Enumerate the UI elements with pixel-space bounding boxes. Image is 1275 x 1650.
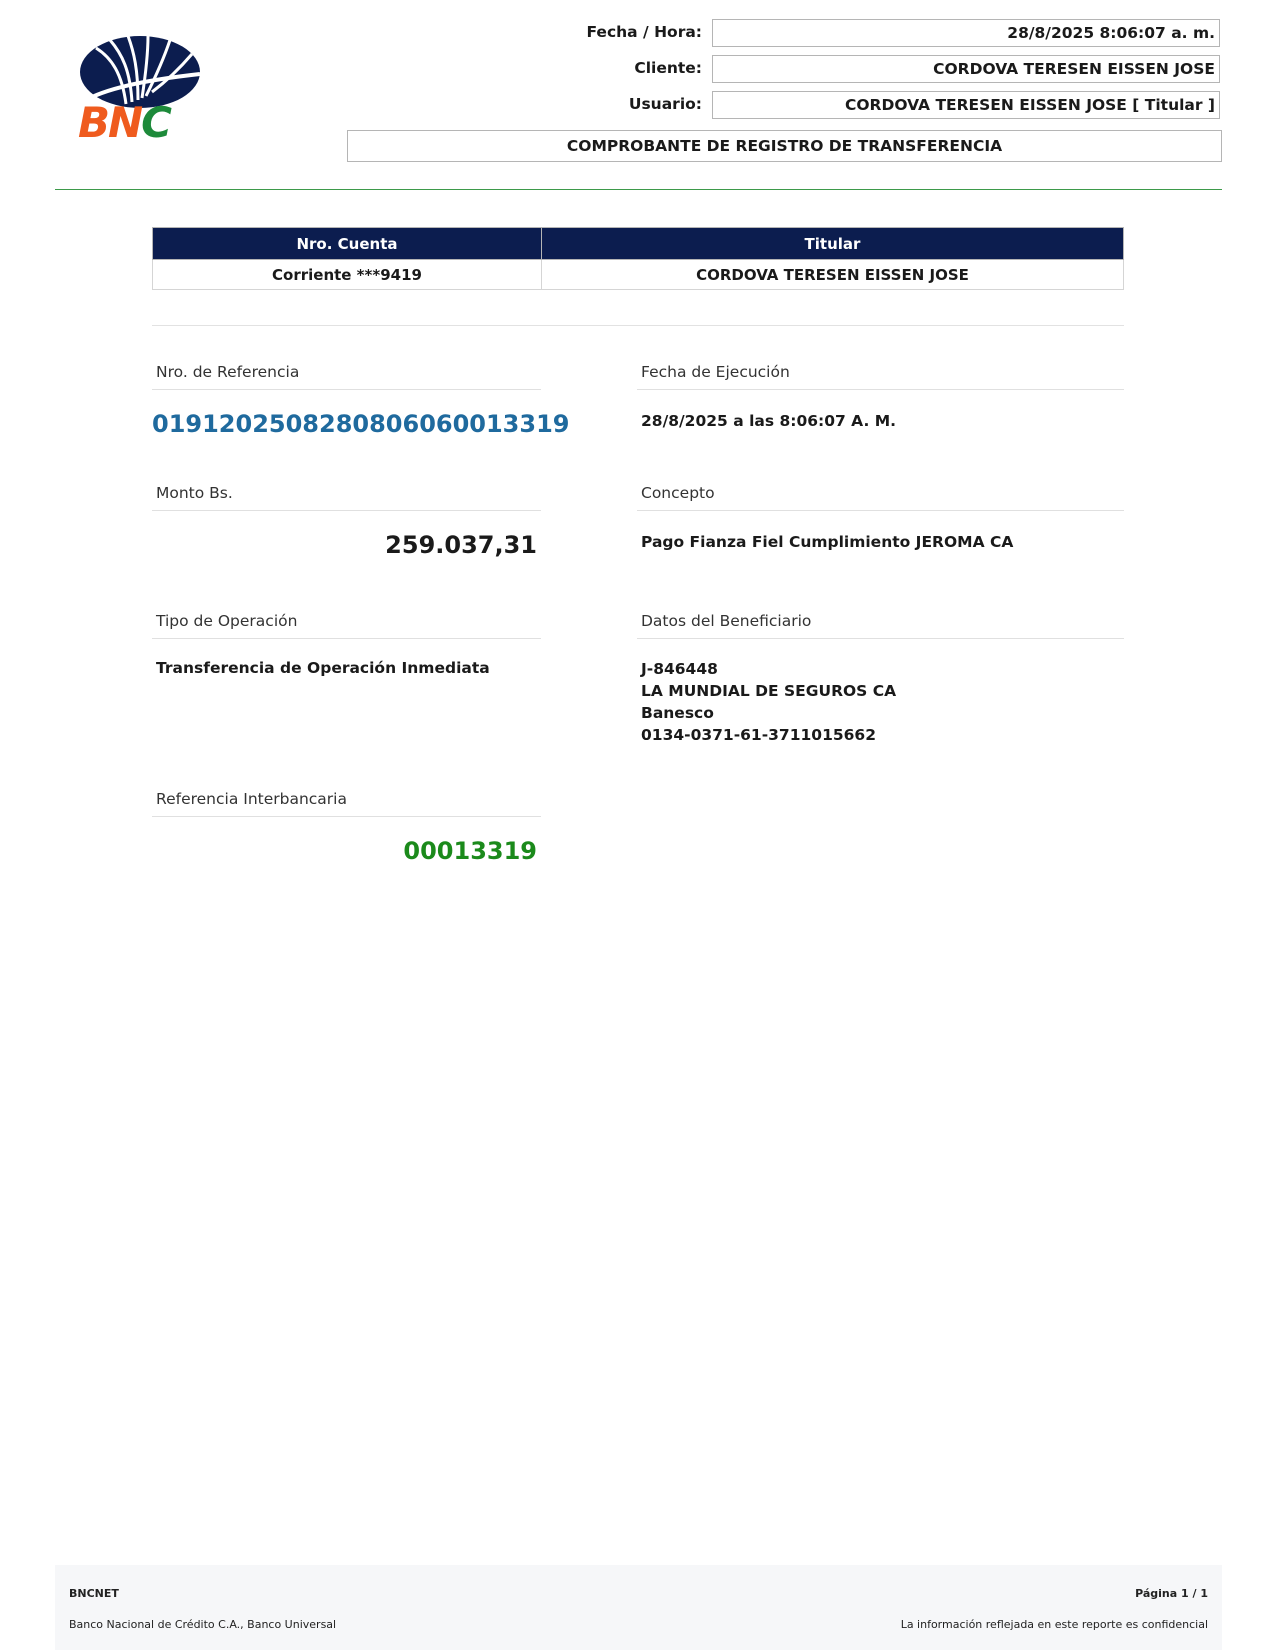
document-title: COMPROBANTE DE REGISTRO DE TRANSFERENCIA	[347, 130, 1222, 162]
account-table	[152, 227, 1124, 290]
concept-field	[637, 482, 1124, 551]
logo-wordmark: BNC	[78, 98, 170, 147]
holder-cell: CORDOVA TERESEN EISSEN JOSE	[542, 260, 1124, 290]
interbank-reference-value: 00013319	[403, 837, 537, 865]
header-user-row	[340, 91, 1222, 121]
amount-label: Monto Bs.	[152, 482, 541, 511]
beneficiary-data	[637, 658, 1124, 746]
operation-type-label: Tipo de Operación	[152, 610, 541, 639]
bnc-logo	[76, 30, 201, 152]
footer-page-number: Página 1 / 1	[1135, 1587, 1208, 1600]
execution-date-label: Fecha de Ejecución	[637, 361, 1124, 390]
footer-bank-name: Banco Nacional de Crédito C.A., Banco Universal	[69, 1618, 337, 1631]
section-divider	[152, 325, 1124, 326]
beneficiary-bank: Banesco	[641, 704, 714, 722]
col-account-header: Nro. Cuenta	[153, 228, 542, 260]
concept-label: Concepto	[637, 482, 1124, 511]
header-client-row	[340, 55, 1222, 85]
beneficiary-account: 0134-0371-61-3711015662	[641, 726, 876, 744]
interbank-reference-label: Referencia Interbancaria	[152, 788, 541, 817]
execution-date-value: 28/8/2025 a las 8:06:07 A. M.	[641, 412, 897, 430]
account-cell: Corriente ***9419	[153, 260, 542, 290]
header-divider	[55, 189, 1222, 190]
beneficiary-name: LA MUNDIAL DE SEGUROS CA	[641, 682, 897, 700]
client-label: Cliente:	[634, 59, 702, 77]
header-date-row	[340, 19, 1222, 49]
account-table-header	[153, 228, 1124, 260]
table-row	[153, 260, 1124, 290]
date-value: 28/8/2025 8:06:07 a. m.	[712, 19, 1220, 47]
date-label: Fecha / Hora:	[586, 23, 702, 41]
user-value: CORDOVA TERESEN EISSEN JOSE [ Titular ]	[712, 91, 1220, 119]
page-footer	[55, 1565, 1222, 1650]
execution-date-field	[637, 361, 1124, 430]
beneficiary-label: Datos del Beneficiario	[637, 610, 1124, 639]
concept-value: Pago Fianza Fiel Cumplimiento JEROMA CA	[641, 533, 1014, 551]
operation-type-value: Transferencia de Operación Inmediata	[156, 659, 490, 677]
operation-type-field	[152, 610, 541, 677]
beneficiary-id: J-846448	[641, 660, 718, 678]
amount-value: 259.037,31	[385, 531, 537, 559]
user-label: Usuario:	[628, 95, 702, 113]
reference-field	[152, 361, 570, 438]
client-value: CORDOVA TERESEN EISSEN JOSE	[712, 55, 1220, 83]
col-holder-header: Titular	[542, 228, 1124, 260]
beneficiary-field	[637, 610, 1124, 746]
footer-brand: BNCNET	[69, 1587, 119, 1600]
interbank-reference-field	[152, 788, 541, 865]
footer-confidential-notice: La información reflejada en este reporte es confidencial	[900, 1618, 1208, 1631]
reference-label: Nro. de Referencia	[152, 361, 541, 390]
reference-value: 0191202508280806060013319	[152, 410, 570, 438]
amount-field	[152, 482, 541, 559]
